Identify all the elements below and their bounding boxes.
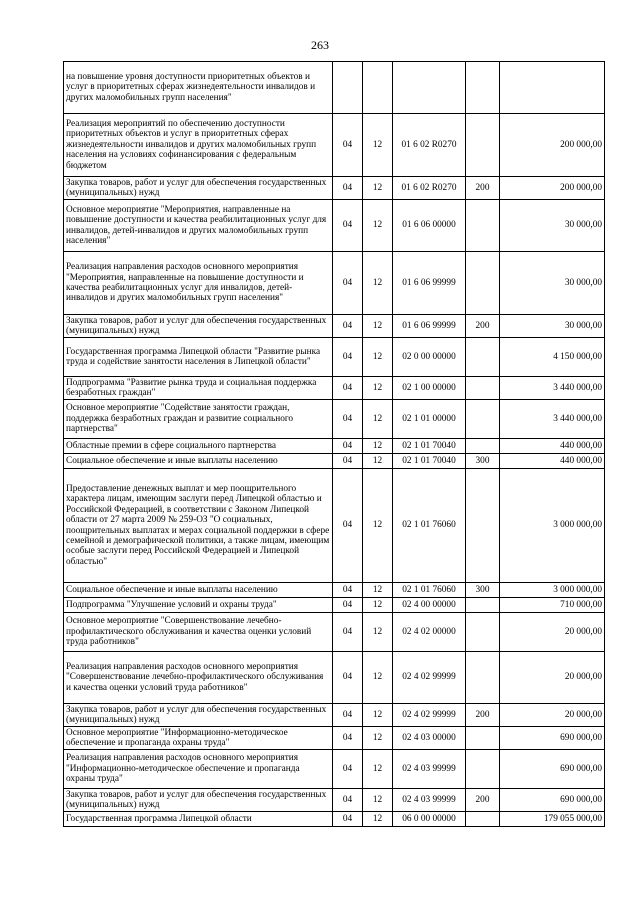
cell-razdel: 12 xyxy=(363,439,393,454)
cell-vr: 200 xyxy=(466,789,500,812)
table-row xyxy=(64,613,605,652)
cell-vr xyxy=(466,812,500,827)
cell-ved: 04 xyxy=(333,377,363,400)
cell-csr: 01 6 06 99999 xyxy=(393,315,466,338)
cell-ved: 04 xyxy=(333,727,363,750)
table-row xyxy=(64,704,605,727)
cell-razdel: 12 xyxy=(363,315,393,338)
cell-vr: 300 xyxy=(466,454,500,469)
cell-vr xyxy=(466,750,500,789)
table-row xyxy=(64,62,605,114)
cell-csr: 02 4 02 99999 xyxy=(393,704,466,727)
cell-razdel: 12 xyxy=(363,652,393,704)
cell-sum: 200 000,00 xyxy=(500,114,605,177)
table-row xyxy=(64,652,605,704)
cell-razdel: 12 xyxy=(363,613,393,652)
cell-razdel: 12 xyxy=(363,338,393,377)
cell-razdel: 12 xyxy=(363,598,393,613)
table-row xyxy=(64,338,605,377)
cell-ved: 04 xyxy=(333,400,363,439)
cell-razdel: 12 xyxy=(363,114,393,177)
cell-ved: 04 xyxy=(333,812,363,827)
cell-sum: 179 055 000,00 xyxy=(500,812,605,827)
cell-name: Основное мероприятие "Содействие занятости граждан, поддержка безработных граждан и развитие социального партнерства" xyxy=(64,400,333,439)
cell-ved: 04 xyxy=(333,439,363,454)
cell-sum: 440 000,00 xyxy=(500,454,605,469)
cell-sum: 4 150 000,00 xyxy=(500,338,605,377)
cell-razdel: 12 xyxy=(363,377,393,400)
cell-vr xyxy=(466,400,500,439)
cell-name: Основное мероприятие "Совершенствование лечебно-профилактического обслуживания и качества оценки условий труда работников" xyxy=(64,613,333,652)
cell-razdel: 12 xyxy=(363,454,393,469)
cell-sum: 690 000,00 xyxy=(500,789,605,812)
cell-vr xyxy=(466,727,500,750)
table-row xyxy=(64,114,605,177)
cell-name: Реализация направления расходов основного мероприятия "Совершенствование лечебно-профилактического обслуживания и качества оценки условий труда работников" xyxy=(64,652,333,704)
cell-name: Реализация направления расходов основного мероприятия "Мероприятия, направленные на повышение доступности и качества реабилитационных услуг для инвалидов, детей-инвалидов и других маломобильных групп населения" xyxy=(64,252,333,315)
cell-csr: 02 4 03 00000 xyxy=(393,727,466,750)
cell-csr: 01 6 02 R0270 xyxy=(393,114,466,177)
cell-razdel: 12 xyxy=(363,789,393,812)
cell-csr: 02 1 01 76060 xyxy=(393,469,466,583)
cell-ved: 04 xyxy=(333,652,363,704)
table-row xyxy=(64,812,605,827)
budget-table xyxy=(63,61,605,827)
cell-name: Закупка товаров, работ и услуг для обеспечения государственных (муниципальных) нужд xyxy=(64,177,333,200)
table-row xyxy=(64,200,605,252)
cell-ved: 04 xyxy=(333,750,363,789)
table-row xyxy=(64,315,605,338)
table-row xyxy=(64,750,605,789)
cell-csr: 02 1 01 00000 xyxy=(393,400,466,439)
table-row xyxy=(64,583,605,598)
table-row xyxy=(64,598,605,613)
cell-vr xyxy=(466,200,500,252)
cell-razdel xyxy=(363,62,393,114)
cell-csr: 02 4 03 99999 xyxy=(393,750,466,789)
cell-csr: 02 4 03 99999 xyxy=(393,789,466,812)
cell-name: на повышение уровня доступности приоритетных объектов и услуг в приоритетных сферах жизнедеятельности инвалидов и других маломобильных групп населения" xyxy=(64,62,333,114)
cell-name: Социальное обеспечение и иные выплаты населению xyxy=(64,454,333,469)
cell-vr xyxy=(466,598,500,613)
cell-name: Предоставление денежных выплат и мер поощрительного характера лицам, имеющим заслуги перед Липецкой областью и Российской Федерацией, в соответствии с Законом Липецкой области от 27 марта 2009 № 259-ОЗ "О социальных, поощрительных выплатах и мерах социальной поддержки в сфере семейной и демографической политики, а также лицам, имеющим особые заслуги перед Российской Федерацией и Липецкой областью" xyxy=(64,469,333,583)
cell-name: Социальное обеспечение и иные выплаты населению xyxy=(64,583,333,598)
cell-csr: 02 1 01 70040 xyxy=(393,454,466,469)
cell-ved: 04 xyxy=(333,469,363,583)
cell-csr: 06 0 00 00000 xyxy=(393,812,466,827)
cell-ved: 04 xyxy=(333,114,363,177)
cell-sum: 690 000,00 xyxy=(500,750,605,789)
cell-razdel: 12 xyxy=(363,727,393,750)
table-row xyxy=(64,252,605,315)
cell-sum: 3 000 000,00 xyxy=(500,583,605,598)
cell-razdel: 12 xyxy=(363,400,393,439)
cell-ved: 04 xyxy=(333,177,363,200)
cell-vr xyxy=(466,377,500,400)
table-body xyxy=(64,62,605,827)
cell-csr: 02 1 00 00000 xyxy=(393,377,466,400)
cell-csr: 02 4 02 00000 xyxy=(393,613,466,652)
cell-vr xyxy=(466,469,500,583)
cell-csr: 01 6 06 00000 xyxy=(393,200,466,252)
table-row xyxy=(64,727,605,750)
table-row xyxy=(64,454,605,469)
cell-csr: 02 4 00 00000 xyxy=(393,598,466,613)
page-number: 263 xyxy=(311,38,329,52)
cell-ved: 04 xyxy=(333,252,363,315)
cell-sum: 690 000,00 xyxy=(500,727,605,750)
cell-vr xyxy=(466,652,500,704)
table-row xyxy=(64,789,605,812)
cell-razdel: 12 xyxy=(363,469,393,583)
cell-csr: 01 6 06 99999 xyxy=(393,252,466,315)
cell-ved: 04 xyxy=(333,315,363,338)
cell-ved xyxy=(333,62,363,114)
cell-sum: 20 000,00 xyxy=(500,704,605,727)
cell-name: Государственная программа Липецкой области xyxy=(64,812,333,827)
cell-vr xyxy=(466,252,500,315)
cell-razdel: 12 xyxy=(363,750,393,789)
cell-csr xyxy=(393,62,466,114)
cell-ved: 04 xyxy=(333,704,363,727)
cell-ved: 04 xyxy=(333,613,363,652)
cell-sum xyxy=(500,62,605,114)
cell-ved: 04 xyxy=(333,200,363,252)
cell-name: Основное мероприятие "Информационно-методическое обеспечение и пропаганда охраны труда" xyxy=(64,727,333,750)
cell-csr: 02 1 01 70040 xyxy=(393,439,466,454)
cell-sum: 20 000,00 xyxy=(500,613,605,652)
cell-name: Реализация направления расходов основного мероприятия "Информационно-методическое обеспечение и пропаганда охраны труда" xyxy=(64,750,333,789)
cell-razdel: 12 xyxy=(363,177,393,200)
cell-name: Закупка товаров, работ и услуг для обеспечения государственных (муниципальных) нужд xyxy=(64,789,333,812)
cell-vr: 300 xyxy=(466,583,500,598)
cell-razdel: 12 xyxy=(363,704,393,727)
table-row xyxy=(64,469,605,583)
cell-sum: 710 000,00 xyxy=(500,598,605,613)
cell-sum: 3 440 000,00 xyxy=(500,377,605,400)
cell-name: Подпрограмма "Улучшение условий и охраны труда" xyxy=(64,598,333,613)
cell-sum: 440 000,00 xyxy=(500,439,605,454)
table-row xyxy=(64,377,605,400)
table-row xyxy=(64,177,605,200)
cell-ved: 04 xyxy=(333,454,363,469)
cell-sum: 3 000 000,00 xyxy=(500,469,605,583)
cell-vr: 200 xyxy=(466,315,500,338)
cell-sum: 200 000,00 xyxy=(500,177,605,200)
cell-name: Закупка товаров, работ и услуг для обеспечения государственных (муниципальных) нужд xyxy=(64,315,333,338)
cell-ved: 04 xyxy=(333,598,363,613)
cell-sum: 30 000,00 xyxy=(500,252,605,315)
cell-sum: 3 440 000,00 xyxy=(500,400,605,439)
cell-csr: 02 0 00 00000 xyxy=(393,338,466,377)
cell-razdel: 12 xyxy=(363,200,393,252)
table-row xyxy=(64,439,605,454)
cell-vr xyxy=(466,338,500,377)
cell-csr: 02 4 02 99999 xyxy=(393,652,466,704)
table-row xyxy=(64,400,605,439)
cell-vr xyxy=(466,114,500,177)
cell-vr xyxy=(466,62,500,114)
cell-name: Областные премии в сфере социального партнерства xyxy=(64,439,333,454)
cell-sum: 20 000,00 xyxy=(500,652,605,704)
cell-ved: 04 xyxy=(333,789,363,812)
cell-name: Государственная программа Липецкой области "Развитие рынка труда и содействие занятости населения в Липецкой области" xyxy=(64,338,333,377)
cell-csr: 01 6 02 R0270 xyxy=(393,177,466,200)
cell-razdel: 12 xyxy=(363,252,393,315)
cell-name: Закупка товаров, работ и услуг для обеспечения государственных (муниципальных) нужд xyxy=(64,704,333,727)
cell-ved: 04 xyxy=(333,583,363,598)
cell-razdel: 12 xyxy=(363,583,393,598)
cell-ved: 04 xyxy=(333,338,363,377)
cell-csr: 02 1 01 76060 xyxy=(393,583,466,598)
cell-name: Подпрограмма "Развитие рынка труда и социальная поддержка безработных граждан" xyxy=(64,377,333,400)
cell-vr: 200 xyxy=(466,177,500,200)
cell-vr xyxy=(466,613,500,652)
cell-name: Основное мероприятие "Мероприятия, направленные на повышение доступности и качества реабилитационных услуг для инвалидов, детей-инвалидов и других маломобильных групп населения" xyxy=(64,200,333,252)
cell-sum: 30 000,00 xyxy=(500,200,605,252)
cell-razdel: 12 xyxy=(363,812,393,827)
cell-vr: 200 xyxy=(466,704,500,727)
cell-sum: 30 000,00 xyxy=(500,315,605,338)
cell-vr xyxy=(466,439,500,454)
cell-name: Реализация мероприятий по обеспечению доступности приоритетных объектов и услуг в приоритетных сферах жизнедеятельности инвалидов и других маломобильных групп населения на условиях софинансирования с федеральным бюджетом xyxy=(64,114,333,177)
